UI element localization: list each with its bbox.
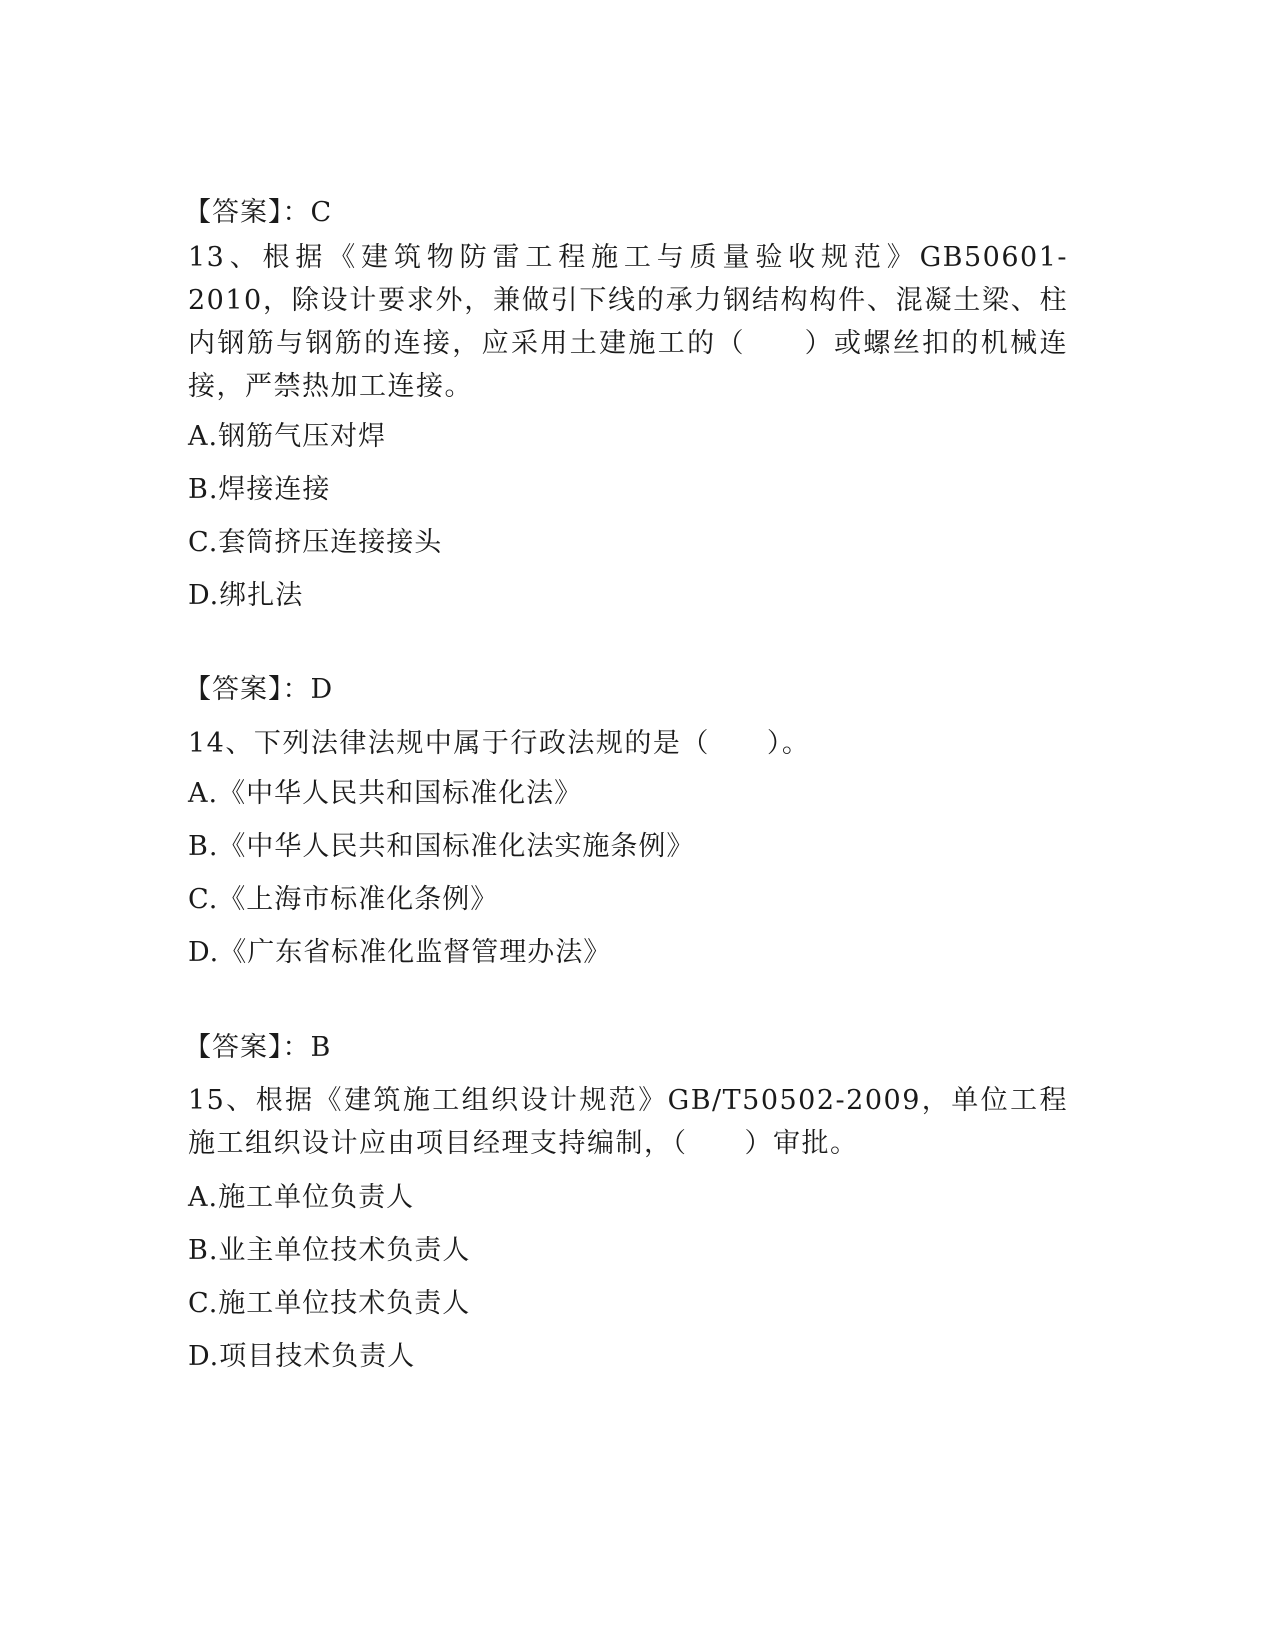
option-15-a: A.施工单位负责人 [188,1182,415,1213]
answer-14: 【答案】：B [184,1032,332,1063]
option-13-d: D.绑扎法 [188,580,304,611]
option-15-d: D.项目技术负责人 [188,1341,416,1372]
option-14-b: B.《中华人民共和国标准化法实施条例》 [188,831,695,862]
option-14-c: C.《上海市标准化条例》 [188,884,499,915]
answer-12: 【答案】：C [184,197,333,228]
answer-13: 【答案】：D [184,674,334,705]
option-14-d: D.《广东省标准化监督管理办法》 [188,937,612,968]
option-13-c: C.套筒挤压连接接头 [188,527,443,558]
question-14: 14、下列法律法规中属于行政法规的是（ ）。 [188,728,811,759]
option-14-a: A.《中华人民共和国标准化法》 [188,778,583,809]
question-13: 13、根据《建筑物防雷工程施工与质量验收规范》GB50601-2010，除设计要求外，兼做引下线的承力钢结构构件、混凝土梁、柱内钢筋与钢筋的连接，应采用土建施工的（ ）或螺丝扣的机械连接，严禁热加工连接。 [188,242,1068,402]
question-15: 15、根据《建筑施工组织设计规范》GB/T50502-2009，单位工程施工组织设计应由项目经理支持编制，（ ）审批。 [188,1085,1068,1159]
option-15-b: B.业主单位技术负责人 [188,1235,471,1266]
option-13-b: B.焊接连接 [188,474,331,505]
option-13-a: A.钢筋气压对焊 [188,421,387,452]
option-15-c: C.施工单位技术负责人 [188,1288,471,1319]
